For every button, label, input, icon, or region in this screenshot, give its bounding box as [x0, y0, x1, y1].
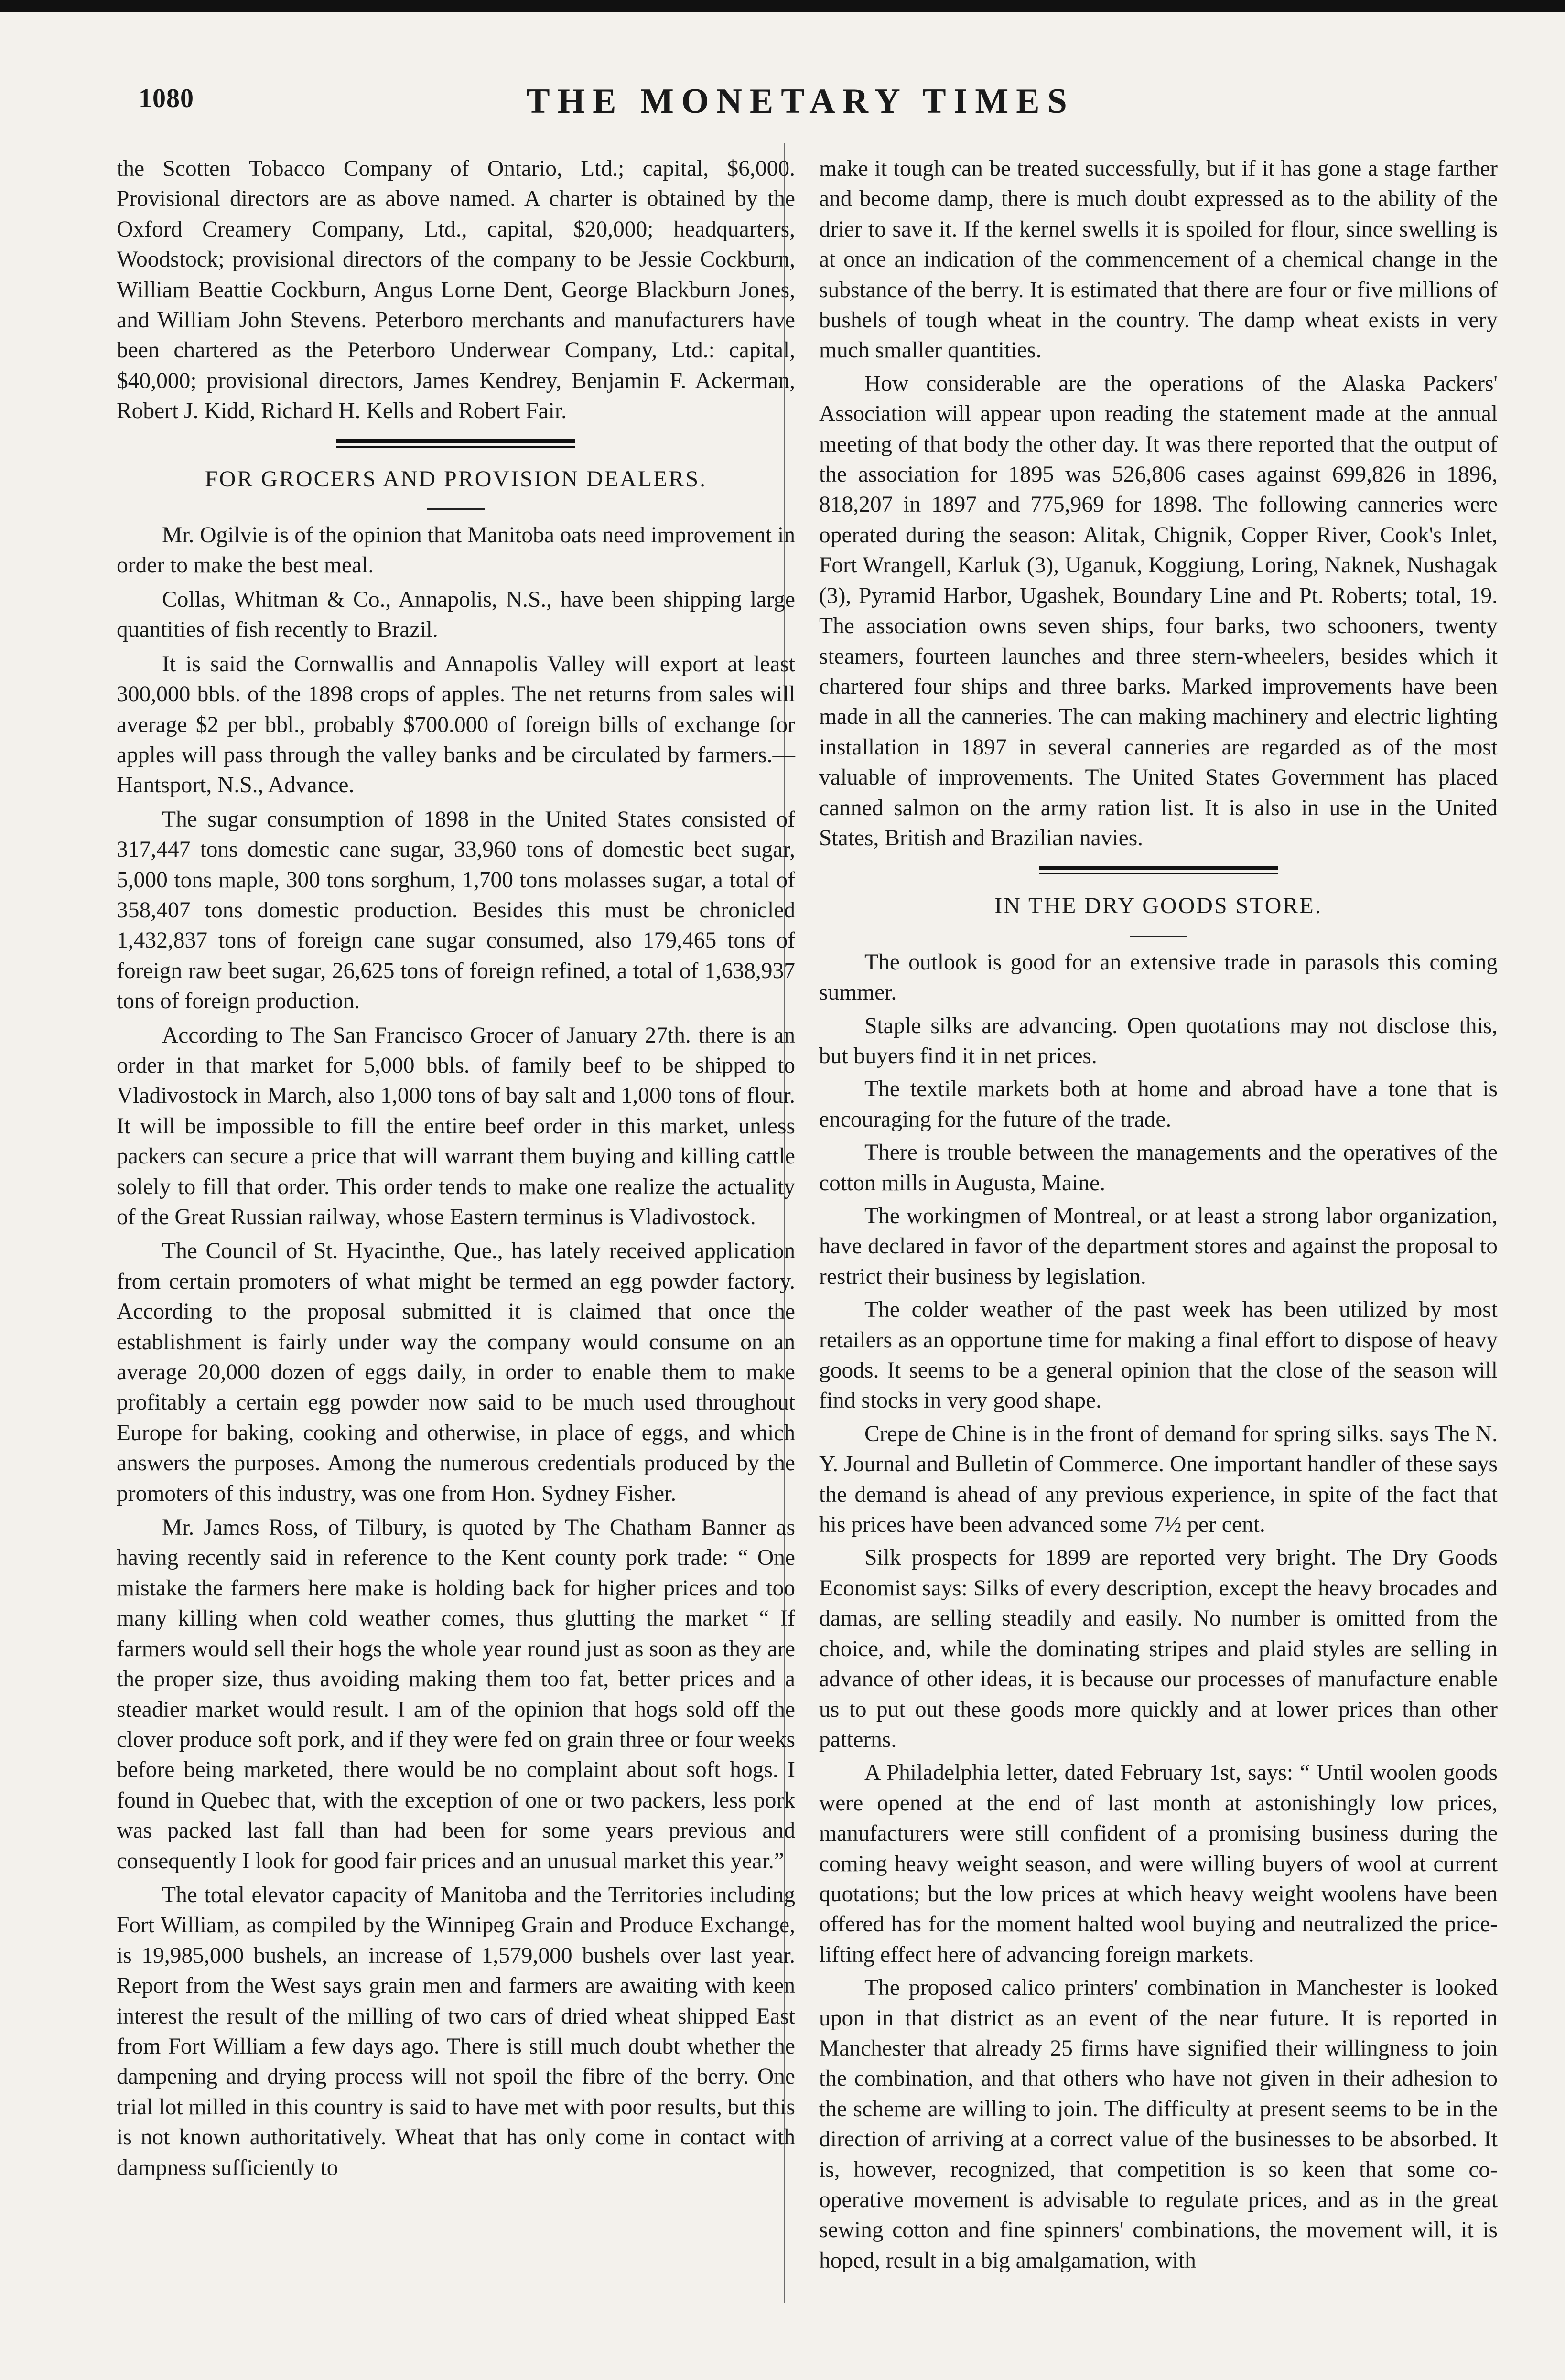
- paragraph-apples: It is said the Cornwallis and Annapolis Valley will export at least 300,000 bbls. of the 1898 crops of apples. The net returns from sales will average $2 per bbl., probably $700.000 of foreign bills of exchange for apples will pass through the valley banks and be circulated by farmers.—Hantsport, N.S., Advance.: [117, 651, 795, 798]
- page-header: [115, 81, 1486, 134]
- paragraph-pork-trade: Mr. James Ross, of Tilbury, is quoted by The Chatham Banner as having recently said in reference to the Kent county pork trade: “ One mistake the farmers here make is holding back for higher prices and too many killing when cold weather comes, thus glutting the market “ If farmers would sell their hogs the whole year round just as soon as they are the proper size, thus avoiding making them too fat, better prices and a steadier market would result. I am of the opinion that hogs sold off the clover produce soft pork, and if they were fed on grain three or four weeks before being marketed, there would be no complaint about soft hogs. I found in Quebec that, with the exception of one or two packers, less pork was packed last fall than had been for some years previous and consequently I look for good fair prices and an unusual market this year.”: [117, 1515, 795, 1874]
- paragraph-beef-order: According to The San Francisco Grocer of January 27th. there is an order in that market for 5,000 bbls. of family beef to be shipped to Vladivostock in March, also 1,000 tons of bay salt and 1,000 tons of flour. It will be impossible to fill the entire beef order in this market, unless packers can secure a price that will warrant them buying and killing cattle solely to fill that order. This order tends to make one realize the actuality of the Great Russian railway, whose Eastern terminus is Vladivostock.: [117, 1023, 795, 1229]
- paragraph-montreal-labor: The workingmen of Montreal, or at least a strong labor organization, have declared in favor of the department stores and against the proposal to restrict their business by legislation.: [819, 1204, 1498, 1289]
- paragraph-colder-weather: The colder weather of the past week has been utilized by most retailers as an opportune time for making a final effort to dispose of heavy goods. It seems to be a general opinion that the close of the season will find stocks in very good shape.: [819, 1297, 1498, 1413]
- paragraph-calico-printers: The proposed calico printers' combination in Manchester is looked upon in that district as an event of the near future. It is reported in Manchester that already 25 firms have signified their willingness to join the combination, and that others who have not given in their adhesion to the scheme are willing to join. The difficulty at present seems to be in the direction of arriving at a correct value of the businesses to be absorbed. It is, however, recognized, that competition is so keen that some co-operative movement is advisable to regulate prices, and as in the great sewing cotton and fine spinners' combinations, the movement will, it is hoped, result in a big amalgamation, with: [819, 1975, 1498, 2273]
- paragraph-egg-powder: The Council of St. Hyacinthe, Que., has lately received application from certain promoters of what might be termed an egg powder factory. According to the proposal submitted it is claimed that once the establishment is fairly under way the company would consume on an average 20,000 dozen of eggs daily, in order to enable them to make profitably a certain egg powder now said to be much used throughout Europe for baking, cooking and otherwise, in place of eggs, and which answers the purposes. Among the numerous credentials produced by the promoters of this industry, was one from Hon. Sydney Fisher.: [117, 1238, 795, 1506]
- paragraph-philadelphia-letter: A Philadelphia letter, dated February 1st, says: “ Until woolen goods were opened at the end of last month at astonishingly low prices, manufacturers were still confident of a promising business during the coming heavy weight season, and were willing buyers of wool at current quotations; but the low prices at which heavy weight woolens have been offered has for the moment halted wool buying and neutralized the price-lifting effect here of advancing foreign markets.: [819, 1760, 1498, 1967]
- top-border-rule: [0, 0, 1565, 12]
- paragraph-staple-silks: Staple silks are advancing. Open quotations may not disclose this, but buyers find it in net prices.: [819, 1013, 1498, 1068]
- section-divider-rule: [336, 439, 575, 448]
- page-number: 1080: [139, 84, 194, 113]
- paragraph-fish: Collas, Whitman & Co., Annapolis, N.S., have been shipping large quantities of fish recently to Brazil.: [117, 587, 795, 643]
- right-intro-paragraph: make it tough can be treated successfully, but if it has gone a stage farther and become damp, there is much doubt expressed as to the ability of the drier to save it. If the kernel swells it is spoiled for flour, since swelling is at once an indication of the commencement of a chemical change in the substance of the berry. It is estimated that there are four or five millions of bushels of tough wheat in the country. The damp wheat exists in very much smaller quantities.: [819, 156, 1498, 363]
- heading-underline: [1130, 936, 1187, 937]
- heading-underline: [427, 508, 485, 510]
- paragraph-alaska-packers: How considerable are the operations of the Alaska Packers' Association will appear upon reading the statement made at the annual meeting of that body the other day. It was there reported that the output of the association for 1895 was 526,806 cases against 699,826 in 1896, 818,207 in 1897 and 775,969 for 1898. The following canneries were operated during the season: Alitak, Chignik, Copper River, Cook's Inlet, Fort Wrangell, Karluk (3), Uganuk, Koggiung, Loring, Naknek, Nushagak (3), Pyramid Harbor, Ugashek, Boundary Line and Pt. Roberts; total, 19. The association owns seven ships, four barks, two schooners, twenty steamers, fourteen launches and three stern-wheelers, besides which it chartered four ships and three barks. Marked improvements have been made in all the canneries. The can making machinery and electric lighting installation in 1897 in several canneries are regarded as of the most valuable of improvements. The United States Government has placed canned salmon on the army ration list. It is also in use in the United States, British and Brazilian navies.: [819, 371, 1498, 851]
- section-heading-grocers: FOR GROCERS AND PROVISION DEALERS.: [205, 466, 707, 492]
- section-heading-dry-goods: IN THE DRY GOODS STORE.: [994, 893, 1322, 919]
- paragraph-sugar: The sugar consumption of 1898 in the United States consisted of 317,447 tons domestic cane sugar, 33,960 tons of domestic beet sugar, 5,000 tons maple, 300 tons sorghum, 1,700 tons molasses sugar, a total of 358,407 tons domestic production. Besides this must be chronicled 1,432,837 tons of foreign cane sugar consumed, also 179,465 tons of foreign raw beet sugar, 26,625 tons of foreign refined, a total of 1,638,937 tons of foreign production.: [117, 807, 795, 1014]
- left-column: [117, 154, 795, 2187]
- paragraph-elevator-capacity: The total elevator capacity of Manitoba and the Territories including Fort William, as compiled by the Winnipeg Grain and Produce Exchange, is 19,985,000 bushels, an increase of 1,579,000 bushels over last year. Report from the West says grain men and farmers are awaiting with keen interest the result of the milling of two cars of dried wheat shipped East from Fort William a few days ago. There is still much doubt whether the dampening and drying process will not spoil the fibre of the berry. One trial lot milled in this country is said to have met with poor results, but this is not known authoritatively. Wheat that has only come in contact with dampness sufficiently to: [117, 1882, 795, 2180]
- right-column: [819, 154, 1498, 2279]
- paragraph-textile-markets: The textile markets both at home and abroad have a tone that is encouraging for the future of the trade.: [819, 1077, 1498, 1132]
- paragraph-crepe-de-chine: Crepe de Chine is in the front of demand for spring silks. says The N. Y. Journal and Bulletin of Commerce. One important handler of these says the demand is ahead of any previous experience, in spite of the fact that his prices have been advanced some 7½ per cent.: [819, 1421, 1498, 1538]
- paragraph-cotton-mills: There is trouble between the managements and the operatives of the cotton mills in Augusta, Maine.: [819, 1140, 1498, 1195]
- paragraph-silk-prospects: Silk prospects for 1899 are reported very bright. The Dry Goods Economist says: Silks of every description, except the heavy brocades and damas, are selling steadily and easily. No number is omitted from the choice, and, while the dominating stripes and plaid styles are selling in advance of other ideas, it is because our processes of manufacture enable us to put out these goods more quickly and at lower prices than other patterns.: [819, 1545, 1498, 1752]
- paragraph-oats: Mr. Ogilvie is of the opinion that Manitoba oats need improvement in order to make the best meal.: [117, 523, 795, 578]
- paragraph-parasols: The outlook is good for an extensive trade in parasols this coming summer.: [819, 949, 1498, 1005]
- section-divider-rule: [1039, 866, 1278, 874]
- left-intro-paragraph: the Scotten Tobacco Company of Ontario, Ltd.; capital, $6,000. Provisional directors are as above named. A charter is obtained by the Oxford Creamery Company, Ltd., capital, $20,000; headquarters, Woodstock; provisional directors of the company to be Jessie Cockburn, William Beattie Cockburn, Angus Lorne Dent, George Blackburn Jones, and William John Stevens. Peterboro merchants and manufacturers have been chartered as the Peterboro Underwear Company, Ltd.: capital, $40,000; provisional directors, James Kendrey, Benjamin F. Ackerman, Robert J. Kidd, Richard H. Kells and Robert Fair.: [117, 156, 795, 424]
- masthead-title: THE MONETARY TIMES: [526, 82, 1075, 121]
